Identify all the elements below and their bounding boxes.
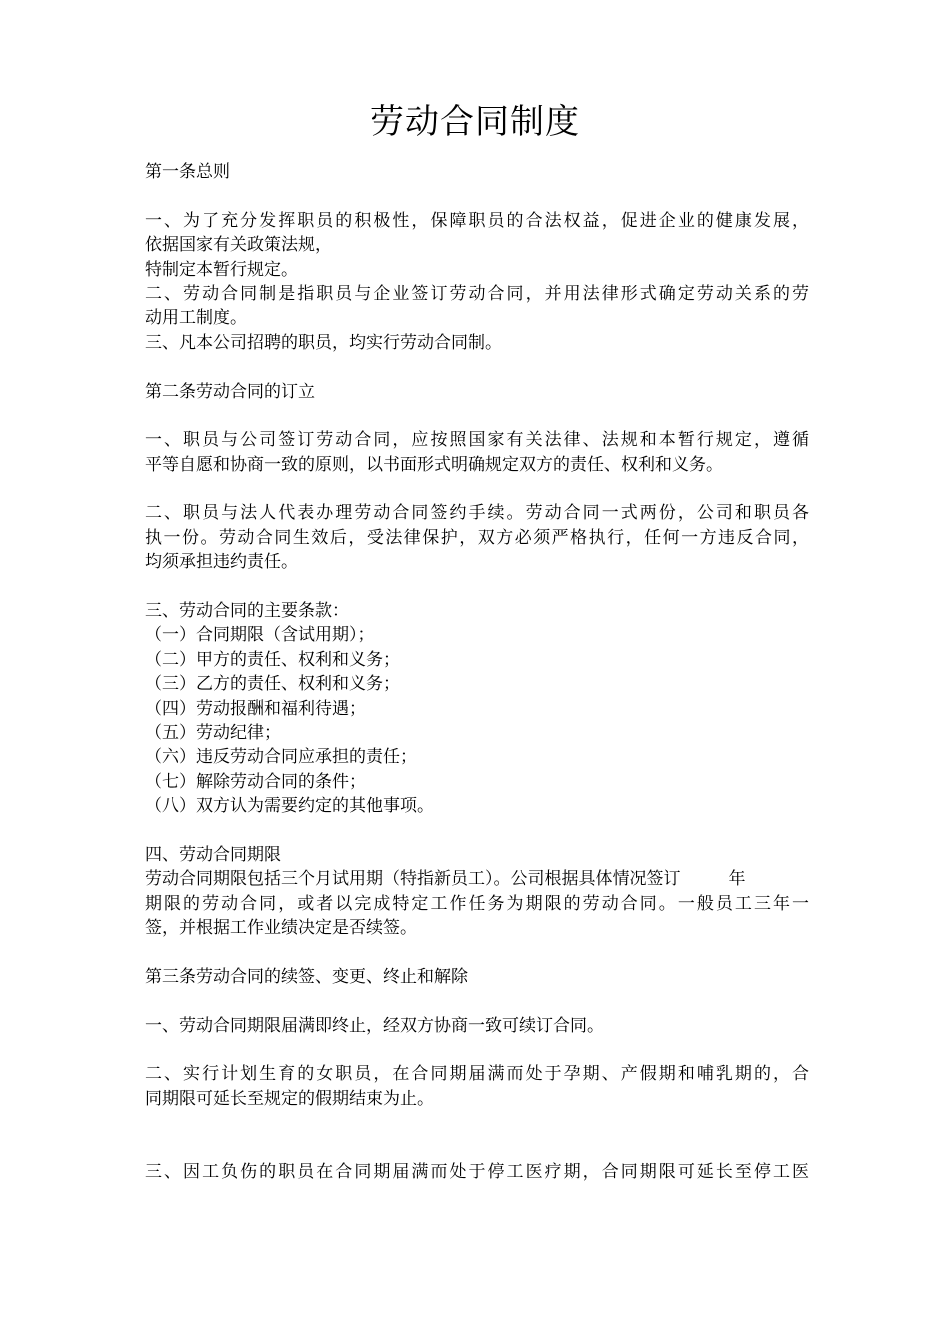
- paragraph-line: 平等自愿和协商一致的原则，以书面形式明确规定双方的责任、权利和义务。: [145, 454, 723, 475]
- paragraph-line: 二、职员与法人代表办理劳动合同签约手续。劳动合同一式两份，公司和职员各: [145, 503, 809, 524]
- section-heading: 第三条劳动合同的续签、变更、终止和解除: [145, 966, 468, 987]
- section-heading: 第一条总则: [145, 162, 230, 182]
- list-item: （三）乙方的责任、权利和义务；: [145, 674, 400, 695]
- paragraph-line: 三、因工负伤的职员在合同期届满而处于停工医疗期，合同期限可延长至停工医: [145, 1162, 809, 1183]
- paragraph-line: 一、为了充分发挥职员的积极性，保障职员的合法权益，促进企业的健康发展，: [145, 210, 809, 231]
- spacer: [145, 819, 809, 843]
- spacer: [145, 575, 809, 599]
- contract-term-text: 劳动合同期限包括三个月试用期（特指新员工）。公司根据具体情况签订: [145, 869, 681, 890]
- paragraph-line: 均须承担违约责任。: [145, 552, 298, 573]
- list-item: （六）违反劳动合同应承担的责任；: [145, 747, 417, 768]
- list-item: （七）解除劳动合同的条件；: [145, 771, 366, 792]
- paragraph-line: 一、职员与公司签订劳动合同，应按照国家有关法律、法规和本暂行规定，遵循: [145, 430, 809, 451]
- year-label: 年: [728, 869, 746, 890]
- list-item: （五）劳动纪律；: [145, 722, 281, 743]
- spacer: [145, 989, 809, 1013]
- paragraph-line: 签，并根据工作业绩决定是否续签。: [145, 918, 417, 939]
- paragraph-line: 二、劳动合同制是指职员与企业签订劳动合同，并用法律形式确定劳动关系的劳: [145, 283, 809, 304]
- section-heading: 第二条劳动合同的订立: [145, 381, 315, 402]
- spacer: [145, 184, 809, 208]
- paragraph-line: 期限的劳动合同，或者以完成特定工作任务为期限的劳动合同。一般员工三年一: [145, 893, 809, 914]
- list-item: （八）双方认为需要约定的其他事项。: [145, 796, 434, 817]
- spacer: [145, 477, 809, 501]
- paragraph-line: 依据国家有关政策法规，: [145, 235, 332, 256]
- list-item: （一）合同期限（含试用期）；: [145, 625, 375, 646]
- spacer: [145, 1038, 809, 1062]
- list-heading: 四、劳动合同期限: [145, 844, 281, 865]
- paragraph-line: 二、实行计划生育的女职员，在合同期届满而处于孕期、产假期和哺乳期的，合: [145, 1064, 809, 1085]
- spacer: [145, 355, 809, 379]
- list-item: （四）劳动报酬和福利待遇；: [145, 698, 366, 719]
- paragraph-line: 三、凡本公司招聘的职员，均实行劳动合同制。: [145, 332, 502, 353]
- spacer: [145, 404, 809, 428]
- document-title: 劳动合同制度: [370, 102, 580, 142]
- list-item: （二）甲方的责任、权利和义务；: [145, 649, 400, 670]
- paragraph-line: 一、劳动合同期限届满即终止，经双方协商一致可续订合同。: [145, 1015, 604, 1036]
- paragraph-line: 同期限可延长至规定的假期结束为止。: [145, 1088, 434, 1109]
- document-body: [145, 160, 809, 1184]
- list-heading: 三、劳动合同的主要条款：: [145, 601, 349, 622]
- paragraph-line: 动用工制度。: [145, 308, 247, 329]
- spacer: [145, 1111, 809, 1160]
- paragraph-line: 特制定本暂行规定。: [145, 259, 298, 280]
- paragraph-line: 执一份。劳动合同生效后，受法律保护，双方必须严格执行，任何一方违反合同，: [145, 527, 809, 548]
- spacer: [145, 941, 809, 965]
- paragraph-line: [145, 867, 809, 891]
